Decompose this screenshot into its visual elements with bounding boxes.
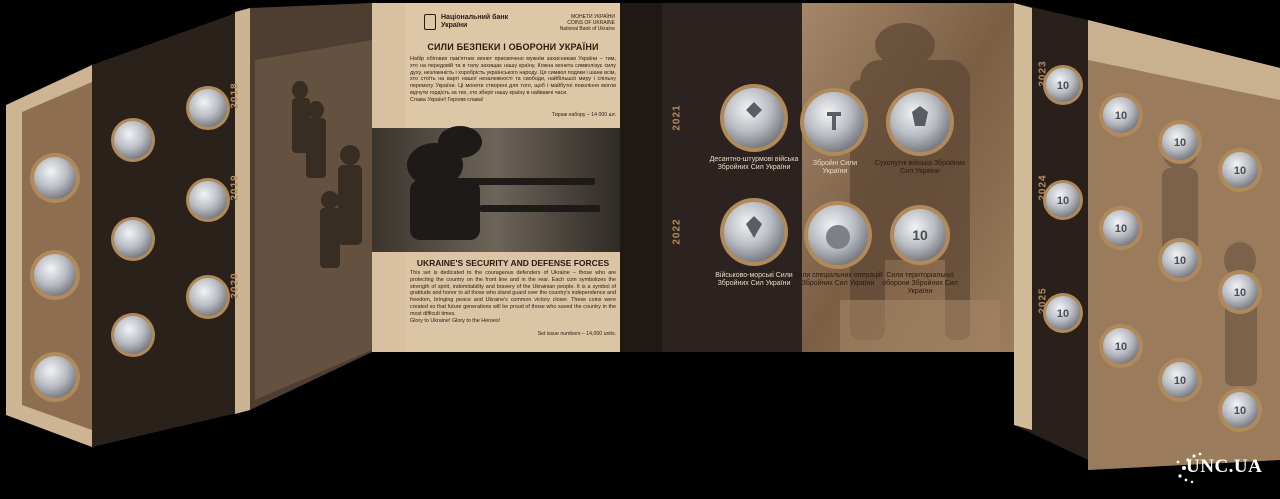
svg-text:10: 10 <box>1056 308 1070 320</box>
year-label: 2022 <box>671 218 683 245</box>
coin-label: Сили територіальної оборони Збройних Сил України <box>882 272 958 295</box>
nbu-logo-icon <box>424 14 436 30</box>
svg-text:10: 10 <box>1056 80 1070 92</box>
coin-label: Сили спеціальних операцій Збройних Сил України <box>793 272 883 287</box>
bank-name: Національний банк України <box>441 14 509 29</box>
nbu-logo-block <box>424 14 514 32</box>
year-label: 2024 <box>1037 174 1049 201</box>
text-ukrainian: Набір обігових пам'ятних монет присвячено мужнім захисникам України – тим, хто на передовій та в тилу захищає нашу країну. Кожна монета символізує силу духу, незламність і хоробрість українського народу. Ця символ подяки і шани всім, хто стоїть на варті нашої незалежності та свободи, найбільшої миру і спільну перемогу України. Ці монети створені для того, щоб і майбутні покоління могли відчути гордість за тих, хто зберіг нашу країну в найважчі часи. Слава Україні! Героям слава! <box>410 56 616 103</box>
year-label: 2023 <box>1037 60 1049 87</box>
coin-label: Збройні Сили України <box>812 160 858 175</box>
soldiers-bw-photo <box>372 128 620 252</box>
year-label: 2025 <box>1037 287 1049 314</box>
issue-english: Set issue numbers – 14,000 units. <box>537 331 616 337</box>
svg-text:10: 10 <box>912 227 928 243</box>
year-label: 2021 <box>671 104 683 131</box>
svg-text:10: 10 <box>1173 255 1187 267</box>
issue-ukrainian: Тираж набору – 14 000 шт. <box>551 112 616 118</box>
title-english: UKRAINE'S SECURITY AND DEFENSE FORCES <box>416 258 610 268</box>
text-english: This set is dedicated to the courageous defenders of Ukraine – those who are protecting the country on the front line and in the rear. Each coin symbolizes the strength of spirit, indomitability and bravery of the Ukrainian people. It is a symbol of gratitude and honor to all those who stand guard over the country's independence and freedom, bringing peace and Ukraine's common victory closer. These coins were created so that future generations will be proud of those who saved the country in the most difficult times. Glory to Ukraine! Glory to the Heroes! <box>410 270 616 324</box>
svg-text:10: 10 <box>1114 223 1128 235</box>
title-ukrainian: СИЛИ БЕЗПЕКИ І ОБОРОНИ УКРАЇНИ <box>427 42 599 52</box>
svg-text:10: 10 <box>1233 165 1247 177</box>
coin-label: Сухопутні війська Збройних Сил України <box>874 160 966 175</box>
center-coin-page <box>662 3 802 352</box>
svg-text:10: 10 <box>1233 287 1247 299</box>
left-flap-coins <box>30 153 80 402</box>
svg-text:10: 10 <box>1233 405 1247 417</box>
coin-series-label: МОНЕТИ УКРАЇНИ COINS OF UKRAINE National Bank of Ukraine <box>559 14 615 32</box>
year-label: 2019 <box>229 174 241 201</box>
coin-label: Десантно-штурмові війська Збройних Сил України <box>709 156 799 171</box>
year-label: 2020 <box>229 272 241 299</box>
coin-label: Військово-морські Сили Збройних Сил України <box>715 272 793 287</box>
svg-text:10: 10 <box>1173 137 1187 149</box>
svg-text:10: 10 <box>1173 375 1187 387</box>
svg-text:10: 10 <box>1114 110 1128 122</box>
svg-text:10: 10 <box>1056 195 1070 207</box>
year-label: 2018 <box>229 82 241 109</box>
svg-text:10: 10 <box>1114 341 1128 353</box>
watermark-text: UNC.UA <box>1186 456 1263 477</box>
